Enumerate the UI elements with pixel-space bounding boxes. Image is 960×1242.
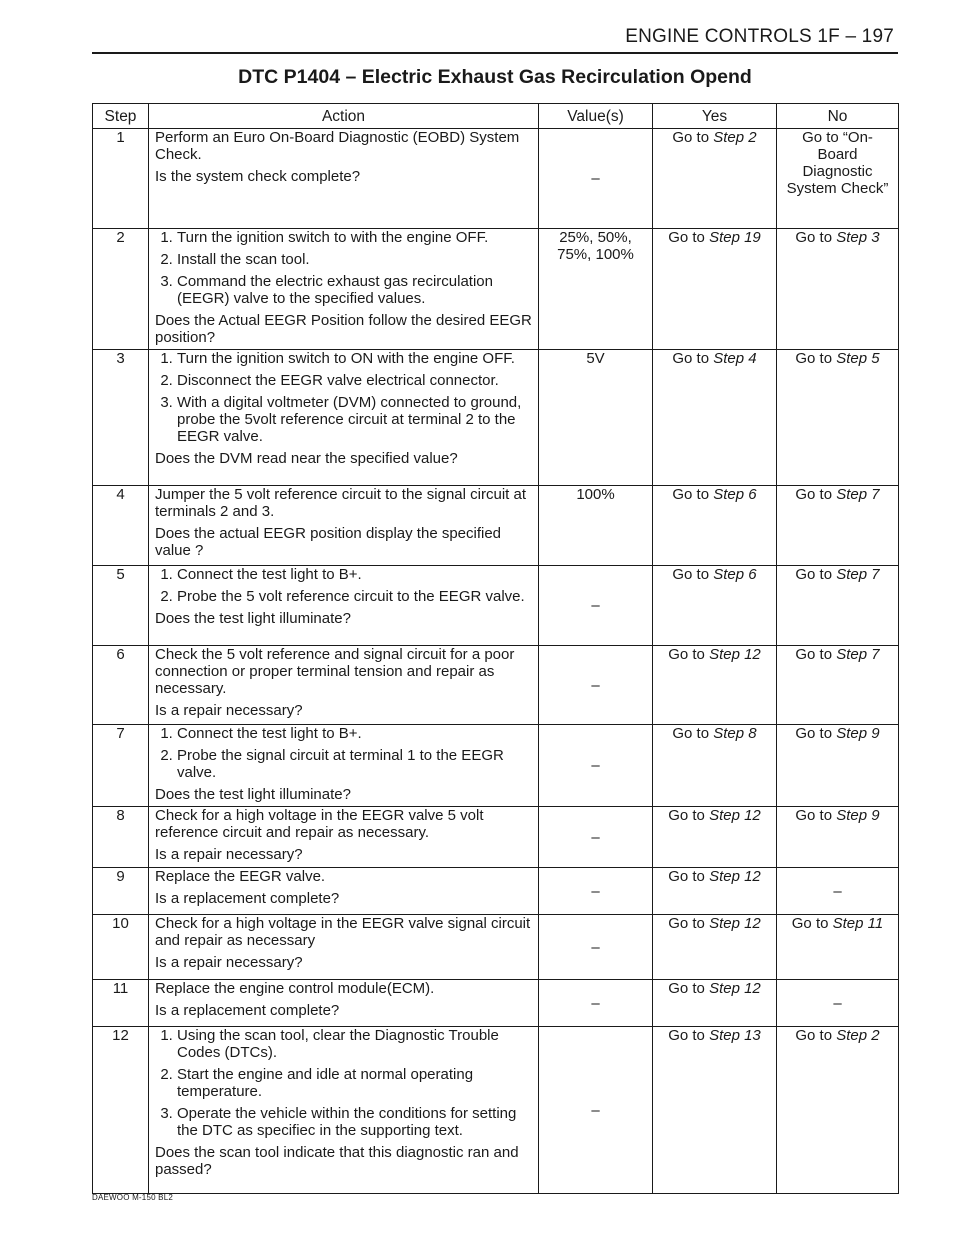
goto-prefix: Go to [668,868,710,885]
action-step-item: 1. Connect the test light to B+. [177,566,532,583]
step-number: 10 [93,915,149,980]
goto-step-reference: Step 7 [836,646,880,663]
column-header-values: Value(s) [539,104,653,129]
table-row [93,868,899,915]
table-row [93,646,899,725]
action-cell [149,915,539,980]
value-cell: – [539,807,653,868]
action-cell [149,350,539,486]
action-cell [149,1027,539,1194]
action-text: Does the test light illuminate? [155,786,351,803]
goto-prefix: Go to [668,1027,710,1044]
no-result-text: – [833,994,842,1012]
goto-step-reference: Step 4 [713,350,757,367]
action-text: Check for a high voltage in the EEGR valve signal circuit and repair as necessary [155,915,531,949]
no-cell [777,1027,899,1194]
action-cell [149,807,539,868]
step-number: 9 [93,868,149,915]
value-cell: 100% [539,486,653,566]
action-text: Does the actual EEGR position display the specified value ? [155,525,502,559]
action-text: Replace the EEGR valve. [155,868,326,885]
goto-step-reference: Step 12 [709,915,761,932]
action-step-item: 1. Turn the ignition switch to ON with the engine OFF. [177,350,532,367]
step-number: 12 [93,1027,149,1194]
action-cell [149,868,539,915]
goto-prefix: Go to [672,350,714,367]
table-row [93,229,899,350]
no-cell [777,229,899,350]
goto-prefix: Go to [672,486,714,503]
action-steps-list [155,725,532,781]
goto-prefix: Go to [795,486,837,503]
action-step-item: 3. Operate the vehicle within the conditions for setting the DTC as specifiec in the supporting text. [177,1105,532,1139]
step-number: 8 [93,807,149,868]
goto-prefix: Go to [668,915,710,932]
action-step-item: 2. Probe the 5 volt reference circuit to the EEGR valve. [177,588,532,605]
column-header-action: Action [149,104,539,129]
action-cell [149,486,539,566]
goto-step-reference: Step 11 [832,915,884,932]
goto-prefix: Go to [672,129,714,146]
goto-step-reference: Step 8 [713,725,757,742]
no-cell [777,646,899,725]
goto-prefix: Go to [672,566,714,583]
goto-prefix: Go to [795,1027,837,1044]
step-number: 7 [93,725,149,807]
step-number: 6 [93,646,149,725]
value-cell: – [539,915,653,980]
action-step-item: 1. Turn the ignition switch to with the engine OFF. [177,229,532,246]
goto-prefix: Go to [668,229,710,246]
action-cell [149,566,539,646]
action-cell [149,646,539,725]
action-steps-list [155,350,532,445]
table-row [93,980,899,1027]
table-row [93,915,899,980]
action-step-item: 2. Start the engine and idle at normal operating temperature. [177,1066,532,1100]
no-cell [777,725,899,807]
goto-step-reference: Step 12 [709,807,761,824]
goto-prefix: Go to [668,807,710,824]
value-cell: – [539,725,653,807]
no-result-text: Go to “On-Board Diagnostic System Check” [786,129,889,197]
value-cell: – [539,646,653,725]
goto-step-reference: Step 19 [709,229,761,246]
goto-prefix: Go to [795,807,837,824]
goto-prefix: Go to [672,725,714,742]
yes-cell [653,1027,777,1194]
action-cell [149,229,539,350]
action-text: Does the scan tool indicate that this diagnostic ran and passed? [155,1144,519,1178]
action-text: Perform an Euro On-Board Diagnostic (EOBD) System Check. [155,129,520,163]
action-text: Check for a high voltage in the EEGR valve 5 volt reference circuit and repair as necessary. [155,807,484,841]
no-result-text: – [833,882,842,900]
goto-step-reference: Step 12 [709,868,761,885]
goto-prefix: Go to [795,229,837,246]
action-text: Does the test light illuminate? [155,610,351,627]
goto-prefix: Go to [791,915,833,932]
action-text: Replace the engine control module(ECM). [155,980,435,997]
diagnostic-table [92,103,899,1194]
goto-step-reference: Step 7 [836,486,880,503]
action-step-item: 2. Install the scan tool. [177,251,532,268]
no-cell [777,350,899,486]
goto-step-reference: Step 6 [713,566,757,583]
no-cell [777,868,899,915]
goto-prefix: Go to [668,646,710,663]
yes-cell [653,807,777,868]
yes-cell [653,566,777,646]
action-text: Is the system check complete? [155,168,361,185]
no-cell [777,486,899,566]
table-row [93,725,899,807]
goto-step-reference: Step 9 [836,725,880,742]
goto-prefix: Go to [795,646,837,663]
goto-prefix: Go to [668,980,710,997]
action-step-item: 3. Command the electric exhaust gas recirculation (EEGR) valve to the specified values. [177,273,532,307]
action-cell [149,980,539,1027]
column-header-no: No [777,104,899,129]
action-steps-list [155,229,532,307]
goto-prefix: Go to [795,566,837,583]
action-text: Does the DVM read near the specified value? [155,450,458,467]
action-step-item: 3. With a digital voltmeter (DVM) connected to ground, probe the 5volt reference circuit at terminal 2 to the EEGR valve. [177,394,532,445]
column-header-step: Step [93,104,149,129]
yes-cell [653,129,777,229]
yes-cell [653,229,777,350]
yes-cell [653,980,777,1027]
goto-step-reference: Step 6 [713,486,757,503]
yes-cell [653,915,777,980]
column-header-yes: Yes [653,104,777,129]
yes-cell [653,350,777,486]
no-cell [777,807,899,868]
step-number: 4 [93,486,149,566]
table-row [93,350,899,486]
goto-step-reference: Step 2 [713,129,757,146]
table-body [93,129,899,1194]
goto-step-reference: Step 2 [836,1027,880,1044]
action-steps-list [155,1027,532,1139]
document-title: DTC P1404 – Electric Exhaust Gas Recirculation Opend [238,66,752,88]
header-title: ENGINE CONTROLS 1F – 197 [625,26,894,47]
goto-step-reference: Step 5 [836,350,880,367]
goto-step-reference: Step 12 [709,980,761,997]
goto-step-reference: Step 3 [836,229,880,246]
value-cell: – [539,980,653,1027]
action-step-item: 2. Probe the signal circuit at terminal 1 to the EEGR valve. [177,747,532,781]
step-number: 11 [93,980,149,1027]
goto-step-reference: Step 12 [709,646,761,663]
step-number: 1 [93,129,149,229]
table-row [93,486,899,566]
goto-step-reference: Step 9 [836,807,880,824]
action-steps-list [155,566,532,605]
action-step-item: 2. Disconnect the EEGR valve electrical connector. [177,372,532,389]
action-text: Jumper the 5 volt reference circuit to the signal circuit at terminals 2 and 3. [155,486,527,520]
step-number: 3 [93,350,149,486]
table-row [93,129,899,229]
yes-cell [653,486,777,566]
goto-step-reference: Step 7 [836,566,880,583]
action-text: Is a replacement complete? [155,890,340,907]
table-row [93,1027,899,1194]
goto-prefix: Go to [795,725,837,742]
page-header [92,20,898,54]
action-text: Is a repair necessary? [155,954,303,971]
yes-cell [653,646,777,725]
value-cell: – [539,566,653,646]
value-cell: 25%, 50%, 75%, 100% [539,229,653,350]
action-cell [149,129,539,229]
step-number: 2 [93,229,149,350]
table-header-row [93,104,899,129]
action-step-item: 1. Connect the test light to B+. [177,725,532,742]
table-row [93,566,899,646]
action-text: Is a repair necessary? [155,702,303,719]
step-number: 5 [93,566,149,646]
yes-cell [653,868,777,915]
no-cell [777,915,899,980]
action-step-item: 1. Using the scan tool, clear the Diagnostic Trouble Codes (DTCs). [177,1027,532,1061]
no-cell [777,980,899,1027]
value-cell: 5V [539,350,653,486]
action-text: Does the Actual EEGR Position follow the desired EEGR position? [155,312,532,346]
value-cell: – [539,868,653,915]
yes-cell [653,725,777,807]
goto-step-reference: Step 13 [709,1027,761,1044]
footer-code: DAEWOO M-150 BL2 [92,1193,174,1202]
table-row [93,807,899,868]
action-cell [149,725,539,807]
value-cell: – [539,129,653,229]
value-cell: – [539,1027,653,1194]
action-text: Is a replacement complete? [155,1002,340,1019]
action-text: Is a repair necessary? [155,846,303,863]
goto-prefix: Go to [795,350,837,367]
no-cell [777,566,899,646]
no-cell [777,129,899,229]
action-text: Check the 5 volt reference and signal circuit for a poor connection or proper terminal tension and repair as necessary. [155,646,515,697]
